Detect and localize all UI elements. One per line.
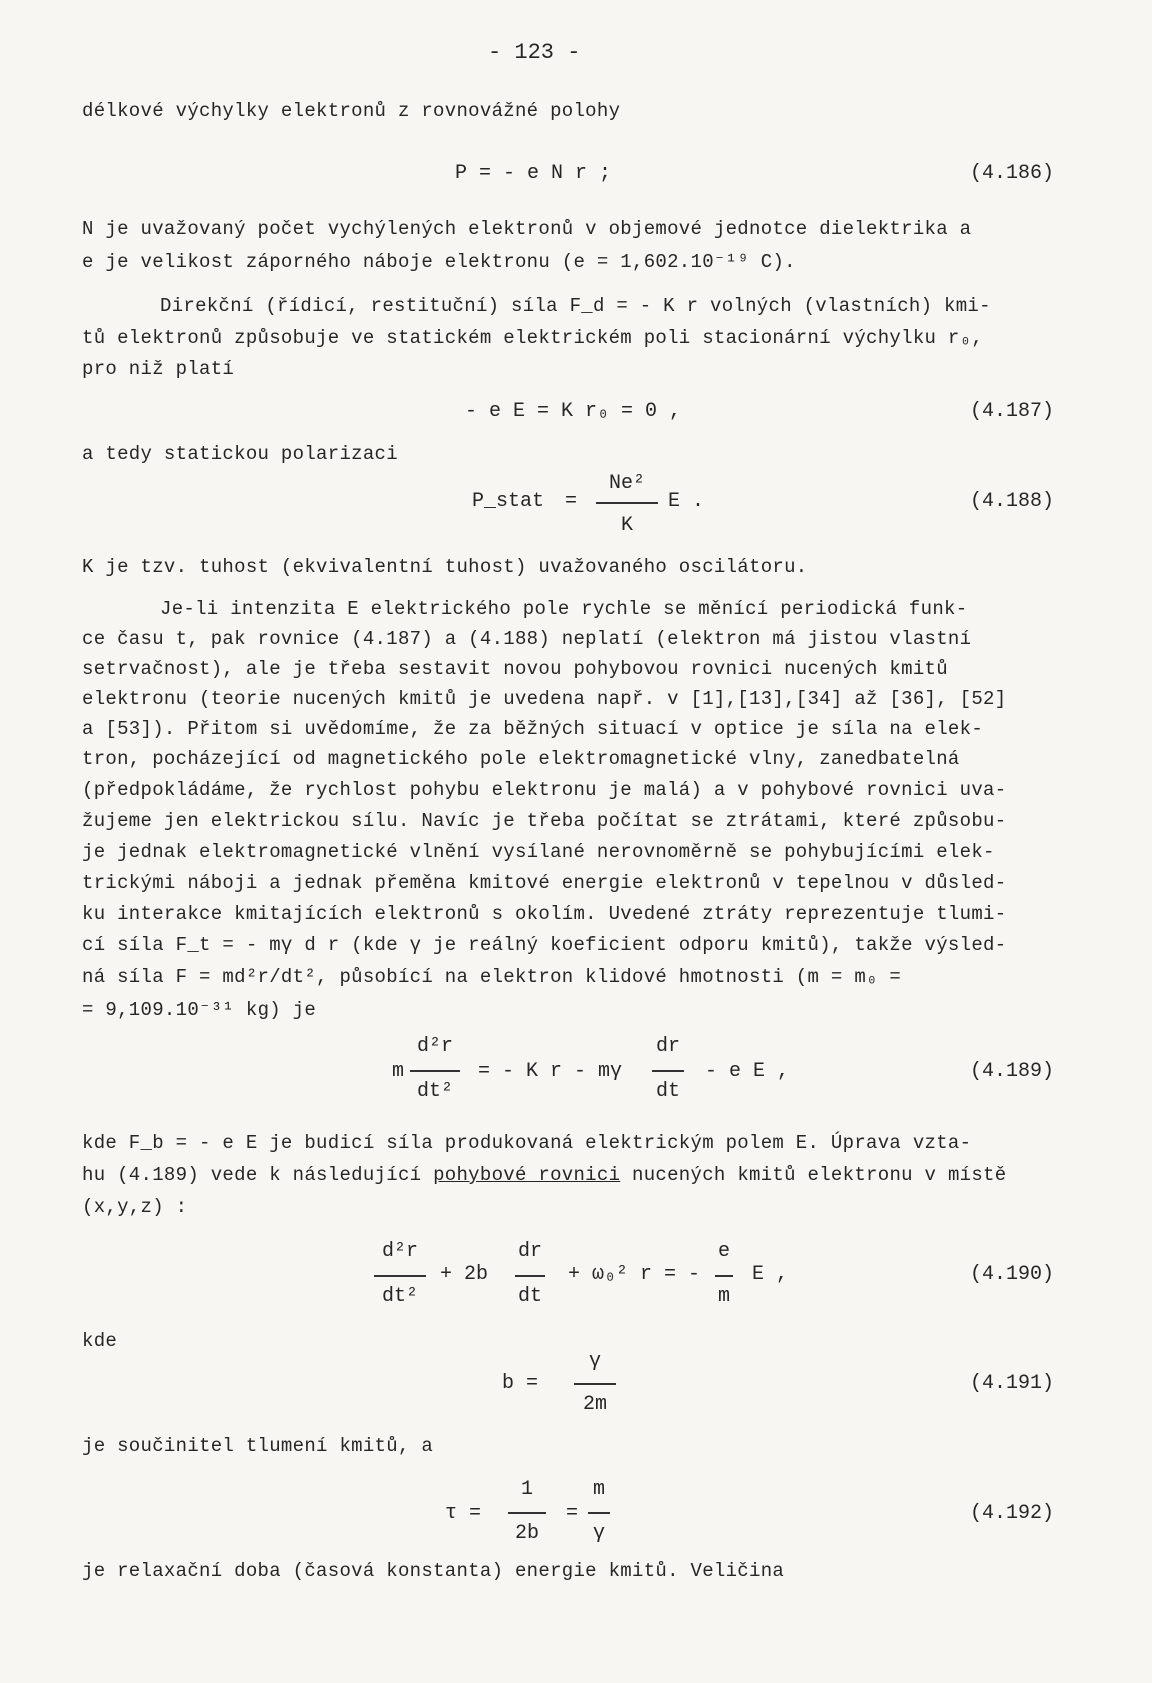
text-segment: hu (4.189) vede k následující bbox=[82, 1164, 434, 1186]
eq-192-den2: γ bbox=[592, 1522, 605, 1545]
text-line: ku interakce kmitajících elektronů s okolím. Uvedené ztráty reprezentuje tlumi- bbox=[82, 903, 1007, 925]
text-line: = 9,109.10⁻³¹ kg) je bbox=[82, 999, 317, 1021]
eq-188-denominator: K bbox=[620, 514, 633, 537]
fraction-bar bbox=[652, 1070, 684, 1072]
eq-189-tail: - e E , bbox=[705, 1060, 790, 1083]
text-line: a [53]). Přitom si uvědomíme, že za běžných situací v optice je síla na elek- bbox=[82, 718, 984, 740]
text-line: tron, pocházející od magnetického pole elektromagnetické vlny, zanedbatelná bbox=[82, 748, 960, 770]
text-line: Je-li intenzita E elektrického pole rychle se měnící periodická funk- bbox=[160, 598, 968, 620]
eq-192-lhs: τ = bbox=[445, 1502, 482, 1525]
fraction-bar bbox=[410, 1070, 460, 1072]
eq-191-den: 2m bbox=[582, 1393, 607, 1416]
eq-190-middle: + 2b bbox=[440, 1263, 489, 1286]
text-line: a tedy statickou polarizaci bbox=[82, 443, 398, 465]
text-line: žujeme jen elektrickou sílu. Navíc je třeba počítat se ztrátami, které způsobu- bbox=[82, 810, 1007, 832]
eq-189-den1: dt² bbox=[416, 1080, 453, 1103]
eq-190-tail: E , bbox=[752, 1263, 789, 1286]
text-line: Direkční (řídicí, restituční) síla F_d = - K r volných (vlastních) kmi- bbox=[160, 295, 991, 317]
equation-number: (4.190) bbox=[970, 1263, 1055, 1286]
eq-190-den1: dt² bbox=[381, 1285, 418, 1308]
text-line: e je velikost záporného náboje elektronu (e = 1,602.10⁻¹⁹ C). bbox=[82, 251, 796, 273]
text-line: je jednak elektromagnetické vlnění vysílané nerovnoměrně se pohybujícími elek- bbox=[82, 841, 995, 863]
eq-190-num1: d²r bbox=[381, 1240, 418, 1263]
equation-number: (4.192) bbox=[970, 1502, 1055, 1525]
eq-189-num2: dr bbox=[655, 1035, 680, 1058]
text-line: je součinitel tlumení kmitů, a bbox=[82, 1435, 434, 1457]
eq-190-num2: dr bbox=[517, 1240, 542, 1263]
text-line: setrvačnost), ale je třeba sestavit novou pohybovou rovnici nucených kmitů bbox=[82, 658, 948, 680]
fraction-bar bbox=[508, 1512, 546, 1514]
text-line: délkové výchylky elektronů z rovnovážné polohy bbox=[82, 100, 621, 122]
eq-192-den1: 2b bbox=[514, 1522, 539, 1545]
fraction-bar bbox=[588, 1512, 610, 1514]
fraction-bar bbox=[574, 1383, 616, 1385]
equation-number: (4.187) bbox=[970, 400, 1055, 423]
equation-number: (4.189) bbox=[970, 1060, 1055, 1083]
eq-188-numerator: Ne² bbox=[608, 472, 645, 495]
text-line: (předpokládáme, že rychlost pohybu elektronu je malá) a v pohybové rovnici uva- bbox=[82, 779, 1007, 801]
eq-192-num1: 1 bbox=[520, 1478, 533, 1501]
text-line: cí síla F_t = - mγ d r (kde γ je reálný koeficient odporu kmitů), takže výsled- bbox=[82, 934, 1007, 956]
fraction-bar bbox=[374, 1275, 426, 1277]
text-line: tů elektronů způsobuje ve statickém elektrickém poli stacionární výchylku r₀, bbox=[82, 327, 984, 349]
eq-188-rhs: E . bbox=[668, 490, 705, 513]
eq-189-den2: dt bbox=[655, 1080, 680, 1103]
eq-189-num1: d²r bbox=[416, 1035, 453, 1058]
equation-4-186: P = - e N r ; bbox=[455, 162, 612, 185]
eq-190-den2: dt bbox=[517, 1285, 542, 1308]
text-line: ce času t, pak rovnice (4.187) a (4.188) neplatí (elektron má jistou vlastní bbox=[82, 628, 972, 650]
text-line: ná síla F = md²r/dt², působící na elektron klidové hmotnosti (m = m₀ = bbox=[82, 966, 902, 988]
text-line: trickými náboji a jednak přeměna kmitové energie elektronů v tepelnou v důsled- bbox=[82, 872, 1007, 894]
fraction-bar bbox=[715, 1275, 733, 1277]
fraction-bar bbox=[596, 502, 658, 504]
text-line: pro niž platí bbox=[82, 358, 235, 380]
eq-190-middle2: + ω₀² r = - bbox=[568, 1263, 701, 1286]
text-line: kde bbox=[82, 1330, 118, 1352]
fraction-bar bbox=[515, 1275, 545, 1277]
eq-192-num2: m bbox=[592, 1478, 605, 1501]
eq-188-equals: = bbox=[565, 490, 578, 513]
text-line: elektronu (teorie nucených kmitů je uvedena např. v [1],[13],[34] až [36], [52] bbox=[82, 688, 1007, 710]
text-line: je relaxační doba (časová konstanta) energie kmitů. Veličina bbox=[82, 1560, 785, 1582]
eq-190-den3: m bbox=[717, 1285, 730, 1308]
text-line: N je uvažovaný počet vychýlených elektronů v objemové jednotce dielektrika a bbox=[82, 218, 972, 240]
eq-190-num3: e bbox=[717, 1240, 730, 1263]
text-segment: nucených kmitů elektronu v místě bbox=[620, 1164, 1007, 1186]
eq-189-middle: = - K r - mγ bbox=[478, 1060, 623, 1083]
underlined-term: pohybové rovnici bbox=[433, 1164, 621, 1186]
equation-number: (4.191) bbox=[970, 1372, 1055, 1395]
eq-191-lhs: b = bbox=[502, 1372, 539, 1395]
text-line: K je tzv. tuhost (ekvivalentní tuhost) uvažovaného oscilátoru. bbox=[82, 556, 808, 578]
page-number: - 123 - bbox=[488, 40, 581, 65]
eq-192-equals: = bbox=[566, 1502, 579, 1525]
text-line: kde F_b = - e E je budicí síla produkovaná elektrickým polem E. Úprava vzta- bbox=[82, 1132, 972, 1154]
eq-191-num: γ bbox=[588, 1350, 601, 1373]
eq-188-lhs: P_stat bbox=[472, 490, 545, 513]
text-line: (x,y,z) : bbox=[82, 1196, 188, 1218]
equation-number: (4.186) bbox=[970, 162, 1055, 185]
eq-189-m: m bbox=[392, 1060, 405, 1083]
equation-number: (4.188) bbox=[970, 490, 1055, 513]
text-line bbox=[82, 1164, 1006, 1186]
equation-4-187: - e E = K r₀ = 0 , bbox=[465, 400, 682, 423]
